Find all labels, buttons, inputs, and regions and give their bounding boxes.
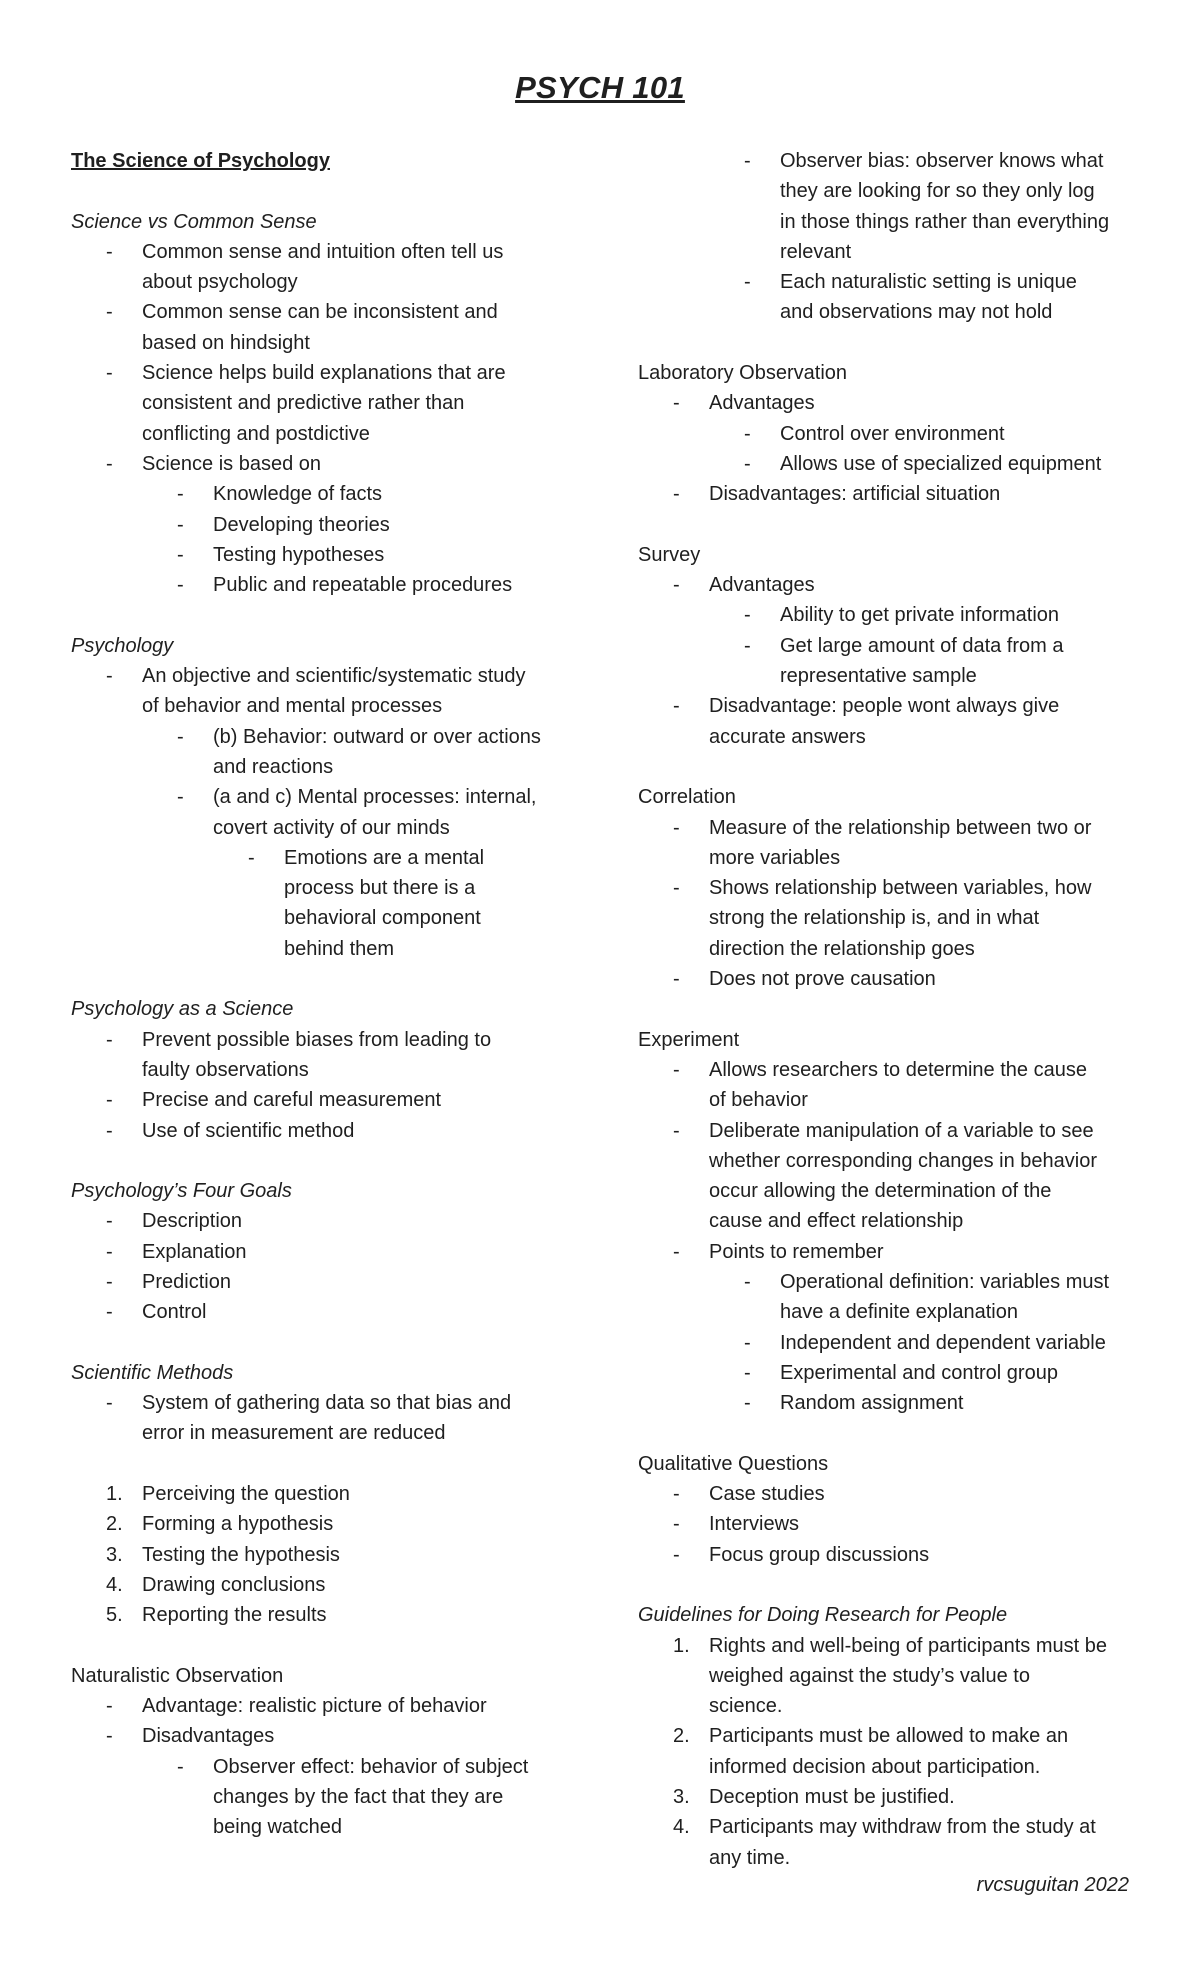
spacer <box>638 994 1148 1024</box>
list-item-continuation <box>638 1085 1148 1115</box>
list-item <box>71 661 591 691</box>
item-text: being watched <box>213 1816 342 1839</box>
bullet-marker: - <box>177 786 184 809</box>
left-column <box>71 146 591 1843</box>
item-text: science. <box>709 1695 783 1718</box>
heading-text: Correlation <box>638 786 736 809</box>
bullet-marker: 1. <box>106 1483 123 1506</box>
bullet-marker: - <box>673 574 680 597</box>
list-item-continuation <box>638 661 1148 691</box>
item-text: Advantages <box>709 392 815 415</box>
bullet-marker: - <box>744 1392 751 1415</box>
item-text: Testing hypotheses <box>213 543 385 566</box>
spacer <box>638 510 1148 540</box>
list-item <box>638 964 1148 994</box>
bullet-marker: - <box>744 1270 751 1293</box>
list-item <box>638 419 1148 449</box>
spacer <box>71 176 591 206</box>
list-item <box>638 1812 1148 1842</box>
item-text: An objective and scientific/systematic study <box>142 665 526 688</box>
bullet-marker: - <box>673 1543 680 1566</box>
item-text: accurate answers <box>709 725 866 748</box>
item-text: Operational definition: variables must <box>780 1270 1110 1293</box>
list-item-continuation <box>71 419 591 449</box>
item-text: weighed against the study’s value to <box>709 1664 1030 1687</box>
item-text: Common sense and intuition often tell us <box>142 240 504 263</box>
list-item <box>71 1509 591 1539</box>
list-item-continuation <box>638 1843 1148 1873</box>
list-item <box>71 1297 591 1327</box>
item-text: Focus group discussions <box>709 1543 930 1566</box>
list-item <box>71 1721 591 1751</box>
bullet-marker: - <box>673 695 680 718</box>
bullet-marker: - <box>673 1240 680 1263</box>
section-heading <box>638 1449 1148 1479</box>
section-heading <box>638 782 1148 812</box>
item-text: behavioral component <box>284 907 481 930</box>
list-item <box>71 1570 591 1600</box>
bullet-marker: - <box>106 1028 113 1051</box>
bullet-marker: - <box>744 604 751 627</box>
list-item-continuation <box>71 1055 591 1085</box>
bullet-marker: - <box>673 1513 680 1536</box>
bullet-marker: - <box>673 1483 680 1506</box>
bullet-marker: - <box>106 1119 113 1142</box>
list-item-continuation <box>71 388 591 418</box>
list-item <box>71 1267 591 1297</box>
item-text: Participants must be allowed to make an <box>709 1725 1069 1748</box>
list-item <box>638 1267 1148 1297</box>
list-item <box>638 873 1148 903</box>
heading-text: Psychology’s Four Goals <box>71 1180 292 1203</box>
list-item <box>71 358 591 388</box>
bullet-marker: - <box>106 1240 113 1263</box>
right-column <box>638 146 1148 1873</box>
item-text: Emotions are a mental <box>284 846 485 869</box>
list-item <box>638 388 1148 418</box>
bullet-marker: - <box>673 1058 680 1081</box>
spacer <box>638 1418 1148 1448</box>
bullet-marker: 4. <box>673 1816 690 1839</box>
list-item <box>638 1388 1148 1418</box>
page-title: PSYCH 101 <box>515 70 685 105</box>
heading-text: Experiment <box>638 1028 740 1051</box>
spacer <box>71 600 591 630</box>
item-text: conflicting and postdictive <box>142 422 370 445</box>
bullet-marker: - <box>106 665 113 688</box>
list-item <box>71 1540 591 1570</box>
list-item <box>638 449 1148 479</box>
item-text: Science is based on <box>142 452 322 475</box>
bullet-marker: - <box>106 1089 113 1112</box>
bullet-marker: - <box>177 1755 184 1778</box>
item-text: Each naturalistic setting is unique <box>780 271 1077 294</box>
spacer <box>71 1146 591 1176</box>
bullet-marker: - <box>177 483 184 506</box>
bullet-marker: 5. <box>106 1604 123 1627</box>
list-item-continuation <box>638 176 1148 206</box>
item-text: Drawing conclusions <box>142 1573 326 1596</box>
list-item <box>71 297 591 327</box>
item-text: Perceiving the question <box>142 1483 350 1506</box>
list-item <box>638 1116 1148 1146</box>
bullet-marker: 3. <box>673 1786 690 1809</box>
bullet-marker: - <box>106 301 113 324</box>
bullet-marker: - <box>673 483 680 506</box>
list-item-continuation <box>638 903 1148 933</box>
list-item-continuation <box>71 328 591 358</box>
list-item <box>71 237 591 267</box>
bullet-marker: - <box>177 574 184 597</box>
item-text: (b) Behavior: outward or over actions <box>213 725 541 748</box>
item-text: Prediction <box>142 1270 231 1293</box>
item-text: cause and effect relationship <box>709 1210 964 1233</box>
spacer <box>71 1328 591 1358</box>
bullet-marker: 2. <box>673 1725 690 1748</box>
item-text: changes by the fact that they are <box>213 1786 504 1809</box>
list-item <box>638 267 1148 297</box>
item-text: Disadvantages: artificial situation <box>709 483 1001 506</box>
section-heading <box>71 1358 591 1388</box>
list-item <box>638 1055 1148 1085</box>
heading-text: Science vs Common Sense <box>71 210 317 233</box>
list-item <box>71 479 591 509</box>
item-text: Disadvantage: people wont always give <box>709 695 1060 718</box>
item-text: behind them <box>284 937 395 960</box>
item-text: of behavior and mental processes <box>142 695 443 718</box>
bullet-marker: - <box>744 422 751 445</box>
list-item-continuation <box>638 207 1148 237</box>
item-text: Description <box>142 1210 243 1233</box>
item-text: Shows relationship between variables, how <box>709 877 1092 900</box>
list-item <box>71 1388 591 1418</box>
list-item <box>71 510 591 540</box>
item-text: Observer effect: behavior of subject <box>213 1755 529 1778</box>
list-item <box>71 1600 591 1630</box>
list-item <box>71 570 591 600</box>
list-item <box>71 782 591 812</box>
spacer <box>71 1449 591 1479</box>
bullet-marker: - <box>744 634 751 657</box>
item-text: Disadvantages <box>142 1725 275 1748</box>
bullet-marker: - <box>106 1210 113 1233</box>
bullet-marker: - <box>673 1119 680 1142</box>
heading-text: Scientific Methods <box>71 1361 234 1384</box>
bullet-marker: - <box>673 968 680 991</box>
item-text: Deliberate manipulation of a variable to see <box>709 1119 1094 1142</box>
list-item <box>71 1116 591 1146</box>
list-item <box>71 722 591 752</box>
spacer <box>71 1631 591 1661</box>
item-text: strong the relationship is, and in what <box>709 907 1040 930</box>
heading-text: Psychology as a Science <box>71 998 294 1021</box>
heading-text: Qualitative Questions <box>638 1452 829 1475</box>
item-text: Common sense can be inconsistent and <box>142 301 498 324</box>
list-item <box>71 1237 591 1267</box>
bullet-marker: - <box>106 1301 113 1324</box>
list-item <box>71 1206 591 1236</box>
section-heading <box>71 146 591 176</box>
bullet-marker: 2. <box>106 1513 123 1536</box>
item-text: (a and c) Mental processes: internal, <box>213 786 537 809</box>
section-heading <box>638 540 1148 570</box>
list-item <box>71 1752 591 1782</box>
item-text: Ability to get private information <box>780 604 1060 627</box>
item-text: Developing theories <box>213 513 390 536</box>
heading-text: The Science of Psychology <box>71 150 330 172</box>
bullet-marker: - <box>106 1695 113 1718</box>
item-text: Use of scientific method <box>142 1119 355 1142</box>
list-item-continuation <box>638 722 1148 752</box>
bullet-marker: - <box>744 1331 751 1354</box>
bullet-marker: 1. <box>673 1634 690 1657</box>
item-text: Precise and careful measurement <box>142 1089 442 1112</box>
item-text: and observations may not hold <box>780 301 1053 324</box>
list-item-continuation <box>638 1752 1148 1782</box>
list-item <box>71 1691 591 1721</box>
list-item <box>638 1721 1148 1751</box>
heading-text: Guidelines for Doing Research for People <box>638 1604 1008 1627</box>
item-text: any time. <box>709 1846 791 1869</box>
bullet-marker: - <box>106 1725 113 1748</box>
heading-text: Survey <box>638 543 701 566</box>
spacer <box>638 752 1148 782</box>
item-text: Case studies <box>709 1483 825 1506</box>
item-text: of behavior <box>709 1089 808 1112</box>
heading-text: Naturalistic Observation <box>71 1664 284 1687</box>
item-text: Interviews <box>709 1513 800 1536</box>
spacer <box>638 328 1148 358</box>
bullet-marker: - <box>106 452 113 475</box>
item-text: Control over environment <box>780 422 1005 445</box>
section-heading <box>71 1176 591 1206</box>
section-heading <box>71 631 591 661</box>
item-text: Knowledge of facts <box>213 483 382 506</box>
spacer <box>71 964 591 994</box>
item-text: more variables <box>709 846 841 869</box>
section-heading <box>638 1600 1148 1630</box>
bullet-marker: - <box>106 240 113 263</box>
list-item <box>638 1631 1148 1661</box>
list-item-continuation <box>638 934 1148 964</box>
item-text: relevant <box>780 240 852 263</box>
section-heading <box>638 1025 1148 1055</box>
item-text: they are looking for so they only log <box>780 180 1095 203</box>
list-item <box>638 1479 1148 1509</box>
heading-text: Psychology <box>71 634 174 657</box>
item-text: Testing the hypothesis <box>142 1543 340 1566</box>
item-text: Independent and dependent variable <box>780 1331 1106 1354</box>
list-item <box>638 1328 1148 1358</box>
list-item-continuation <box>71 873 591 903</box>
list-item-continuation <box>638 843 1148 873</box>
list-item-continuation <box>638 1176 1148 1206</box>
item-text: Random assignment <box>780 1392 964 1415</box>
item-text: Forming a hypothesis <box>142 1513 334 1536</box>
list-item <box>638 600 1148 630</box>
item-text: covert activity of our minds <box>213 816 450 839</box>
bullet-marker: - <box>673 816 680 839</box>
item-text: Advantage: realistic picture of behavior <box>142 1695 487 1718</box>
bullet-marker: - <box>106 362 113 385</box>
list-item <box>71 843 591 873</box>
list-item <box>71 1479 591 1509</box>
item-text: Public and repeatable procedures <box>213 574 513 597</box>
item-text: Does not prove causation <box>709 968 936 991</box>
list-item-continuation <box>638 1206 1148 1236</box>
bullet-marker: - <box>177 725 184 748</box>
list-item-continuation <box>638 1691 1148 1721</box>
list-item-continuation <box>71 267 591 297</box>
list-item <box>638 813 1148 843</box>
item-text: process but there is a <box>284 877 476 900</box>
bullet-marker: - <box>248 846 255 869</box>
section-heading <box>71 1661 591 1691</box>
item-text: and reactions <box>213 755 334 778</box>
item-text: Prevent possible biases from leading to <box>142 1028 492 1051</box>
bullet-marker: - <box>744 271 751 294</box>
item-text: occur allowing the determination of the <box>709 1180 1052 1203</box>
item-text: informed decision about participation. <box>709 1755 1041 1778</box>
bullet-marker: 4. <box>106 1573 123 1596</box>
section-heading <box>638 358 1148 388</box>
item-text: Observer bias: observer knows what <box>780 150 1104 172</box>
item-text: Explanation <box>142 1240 247 1263</box>
list-item <box>638 479 1148 509</box>
item-text: consistent and predictive rather than <box>142 392 465 415</box>
list-item-continuation <box>71 1782 591 1812</box>
item-text: Reporting the results <box>142 1604 327 1627</box>
author-credit: rvcsuguitan 2022 <box>976 1874 1129 1896</box>
heading-text: Laboratory Observation <box>638 362 848 385</box>
bullet-marker: - <box>177 513 184 536</box>
item-text: Participants may withdraw from the study at <box>709 1816 1096 1839</box>
list-item <box>71 449 591 479</box>
list-item-continuation <box>71 903 591 933</box>
item-text: Experimental and control group <box>780 1361 1058 1384</box>
item-text: Points to remember <box>709 1240 884 1263</box>
list-item-continuation <box>638 237 1148 267</box>
list-item <box>71 1085 591 1115</box>
bullet-marker: - <box>177 543 184 566</box>
item-text: faulty observations <box>142 1058 309 1081</box>
item-text: System of gathering data so that bias and <box>142 1392 512 1415</box>
item-text: error in measurement are reduced <box>142 1422 446 1445</box>
list-item <box>638 1782 1148 1812</box>
list-item <box>638 146 1148 176</box>
list-item-continuation <box>71 1418 591 1448</box>
item-text: in those things rather than everything <box>780 210 1110 233</box>
list-item-continuation <box>71 691 591 721</box>
list-item <box>638 1540 1148 1570</box>
bullet-marker: - <box>744 150 751 172</box>
list-item-continuation <box>638 1661 1148 1691</box>
item-text: Control <box>142 1301 207 1324</box>
item-text: about psychology <box>142 271 298 294</box>
bullet-marker: - <box>106 1270 113 1293</box>
bullet-marker: 3. <box>106 1543 123 1566</box>
bullet-marker: - <box>744 1361 751 1384</box>
item-text: Allows researchers to determine the cause <box>709 1058 1087 1081</box>
item-text: Deception must be justified. <box>709 1786 955 1809</box>
section-heading <box>71 994 591 1024</box>
list-item <box>638 631 1148 661</box>
list-item-continuation <box>638 297 1148 327</box>
list-item <box>638 691 1148 721</box>
bullet-marker: - <box>673 392 680 415</box>
item-text: Allows use of specialized equipment <box>780 452 1102 475</box>
item-text: whether corresponding changes in behavior <box>709 1149 1098 1172</box>
list-item <box>71 540 591 570</box>
item-text: have a definite explanation <box>780 1301 1018 1324</box>
item-text: Rights and well-being of participants must be <box>709 1634 1107 1657</box>
item-text: representative sample <box>780 665 977 688</box>
item-text: Advantages <box>709 574 815 597</box>
list-item-continuation <box>638 1297 1148 1327</box>
item-text: Measure of the relationship between two or <box>709 816 1092 839</box>
item-text: direction the relationship goes <box>709 937 975 960</box>
list-item <box>638 1237 1148 1267</box>
list-item-continuation <box>71 813 591 843</box>
list-item <box>638 570 1148 600</box>
bullet-marker: - <box>744 452 751 475</box>
list-item-continuation <box>71 752 591 782</box>
list-item-continuation <box>638 1146 1148 1176</box>
list-item-continuation <box>71 934 591 964</box>
section-heading <box>71 207 591 237</box>
item-text: Science helps build explanations that are <box>142 362 506 385</box>
item-text: Get large amount of data from a <box>780 634 1064 657</box>
bullet-marker: - <box>673 877 680 900</box>
list-item <box>71 1025 591 1055</box>
list-item-continuation <box>71 1812 591 1842</box>
list-item <box>638 1358 1148 1388</box>
item-text: based on hindsight <box>142 331 310 354</box>
spacer <box>638 1570 1148 1600</box>
list-item <box>638 1509 1148 1539</box>
bullet-marker: - <box>106 1392 113 1415</box>
